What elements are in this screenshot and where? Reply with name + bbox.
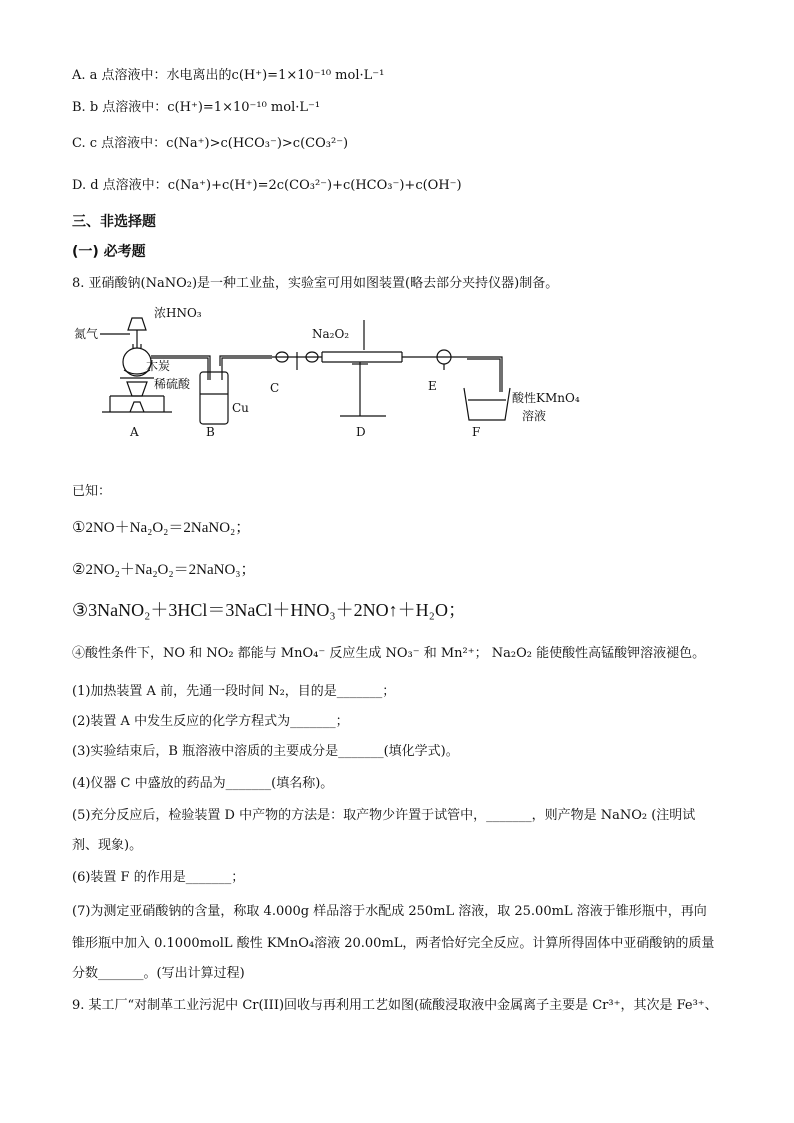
- option-c-label: C. c 点溶液中：: [72, 136, 167, 151]
- label-n2: 氮气: [74, 327, 99, 341]
- subsection-title: (一) 必考题: [72, 244, 146, 260]
- equation-2: ②2NO₂＋Na₂O₂＝2NaNO₃；: [72, 562, 256, 578]
- q8-stem: 8. 亚硝酸钠(NaNO₂)是一种工业盐，实验室可用如图装置(略去部分夹持仪器)制备。: [72, 276, 559, 291]
- label-cu: Cu: [232, 401, 249, 415]
- option-a: [72, 66, 384, 86]
- label-E: E: [428, 379, 437, 393]
- option-b-label: B. b 点溶液中：: [72, 100, 168, 115]
- equation-3: ③3NaNO₂＋3HCl＝3NaCl＋HNO₃＋2NO↑＋H₂O；: [72, 600, 466, 620]
- option-a-expr: c(H⁺)=1×10⁻¹⁰ mol·L⁻¹: [231, 68, 385, 83]
- subquestion-2: (2)装置 A 中发生反应的化学方程式为_______；: [72, 714, 349, 729]
- subquestion-5-line1: (5)充分反应后，检验装置 D 中产物的方法是：取产物少许置于试管中，_______，则产物是 NaNO₂ (注明试: [72, 808, 696, 823]
- label-conc-hno3: 浓HNO₃: [154, 306, 202, 320]
- label-charcoal: 木炭: [146, 359, 171, 373]
- option-a-label: A. a 点溶液中：水电离出的: [72, 68, 232, 83]
- label-A: A: [130, 425, 139, 439]
- subquestion-6: (6)装置 F 的作用是_______；: [72, 870, 245, 885]
- option-d-expr: c(Na⁺)+c(H⁺)=2c(CO₃²⁻)+c(HCO₃⁻)+c(OH⁻): [167, 178, 462, 193]
- label-na2o2: Na₂O₂: [312, 327, 350, 341]
- option-d: [72, 176, 462, 196]
- option-c: [72, 134, 348, 154]
- option-b-expr: c(H⁺)=1×10⁻¹⁰ mol·L⁻¹: [167, 100, 321, 115]
- q9-stem: 9. 某工厂“对制革工业污泥中 Cr(III)回收与再利用工艺如图(硫酸浸取液中金属离子主要是 Cr³⁺，其次是 Fe³⁺、: [72, 998, 718, 1013]
- equation-4: ④酸性条件下，NO 和 NO₂ 都能与 MnO₄⁻ 反应生成 NO₃⁻ 和 Mn²⁺； Na₂O₂ 能使酸性高锰酸钾溶液褪色。: [72, 646, 706, 661]
- subquestion-3: (3)实验结束后，B 瓶溶液中溶质的主要成分是_______(填化学式)。: [72, 744, 459, 759]
- label-F: F: [472, 425, 481, 439]
- label-dilute-h2so4: 稀硫酸: [154, 377, 191, 391]
- label-B: B: [206, 425, 215, 439]
- subquestion-7-line3: 分数_______。(写出计算过程): [72, 966, 245, 981]
- label-kmno4: 酸性KMnO₄: [512, 391, 580, 405]
- subquestion-5-line2: 剂、现象)。: [72, 838, 143, 853]
- label-solution: 溶液: [522, 409, 547, 423]
- option-c-expr: c(Na⁺)>c(HCO₃⁻)>c(CO₃²⁻): [166, 136, 349, 151]
- known-label: 已知：: [72, 484, 112, 499]
- option-d-label: D. d 点溶液中：: [72, 178, 168, 193]
- subquestion-4: (4)仪器 C 中盛放的药品为_______(填名称)。: [72, 776, 334, 791]
- label-C: C: [270, 381, 280, 395]
- equation-1: ①2NO＋Na₂O₂＝2NaNO₂；: [72, 520, 251, 536]
- label-D: D: [356, 425, 366, 439]
- section-title: 三、非选择题: [72, 214, 156, 230]
- subquestion-7-line2: 锥形瓶中加入 0.1000molL 酸性 KMnO₄溶液 20.00mL，两者恰好完全反应。计算所得固体中亚硝酸钠的质量: [72, 936, 715, 951]
- option-b: [72, 98, 320, 118]
- subquestion-1: (1)加热装置 A 前，先通一段时间 N₂，目的是_______；: [72, 684, 396, 699]
- subquestion-7-line1: (7)为测定亚硝酸钠的含量，称取 4.000g 样品溶于水配成 250mL 溶液，取 25.00mL 溶液于锥形瓶中，再向: [72, 904, 707, 919]
- apparatus-diagram: [72, 300, 592, 445]
